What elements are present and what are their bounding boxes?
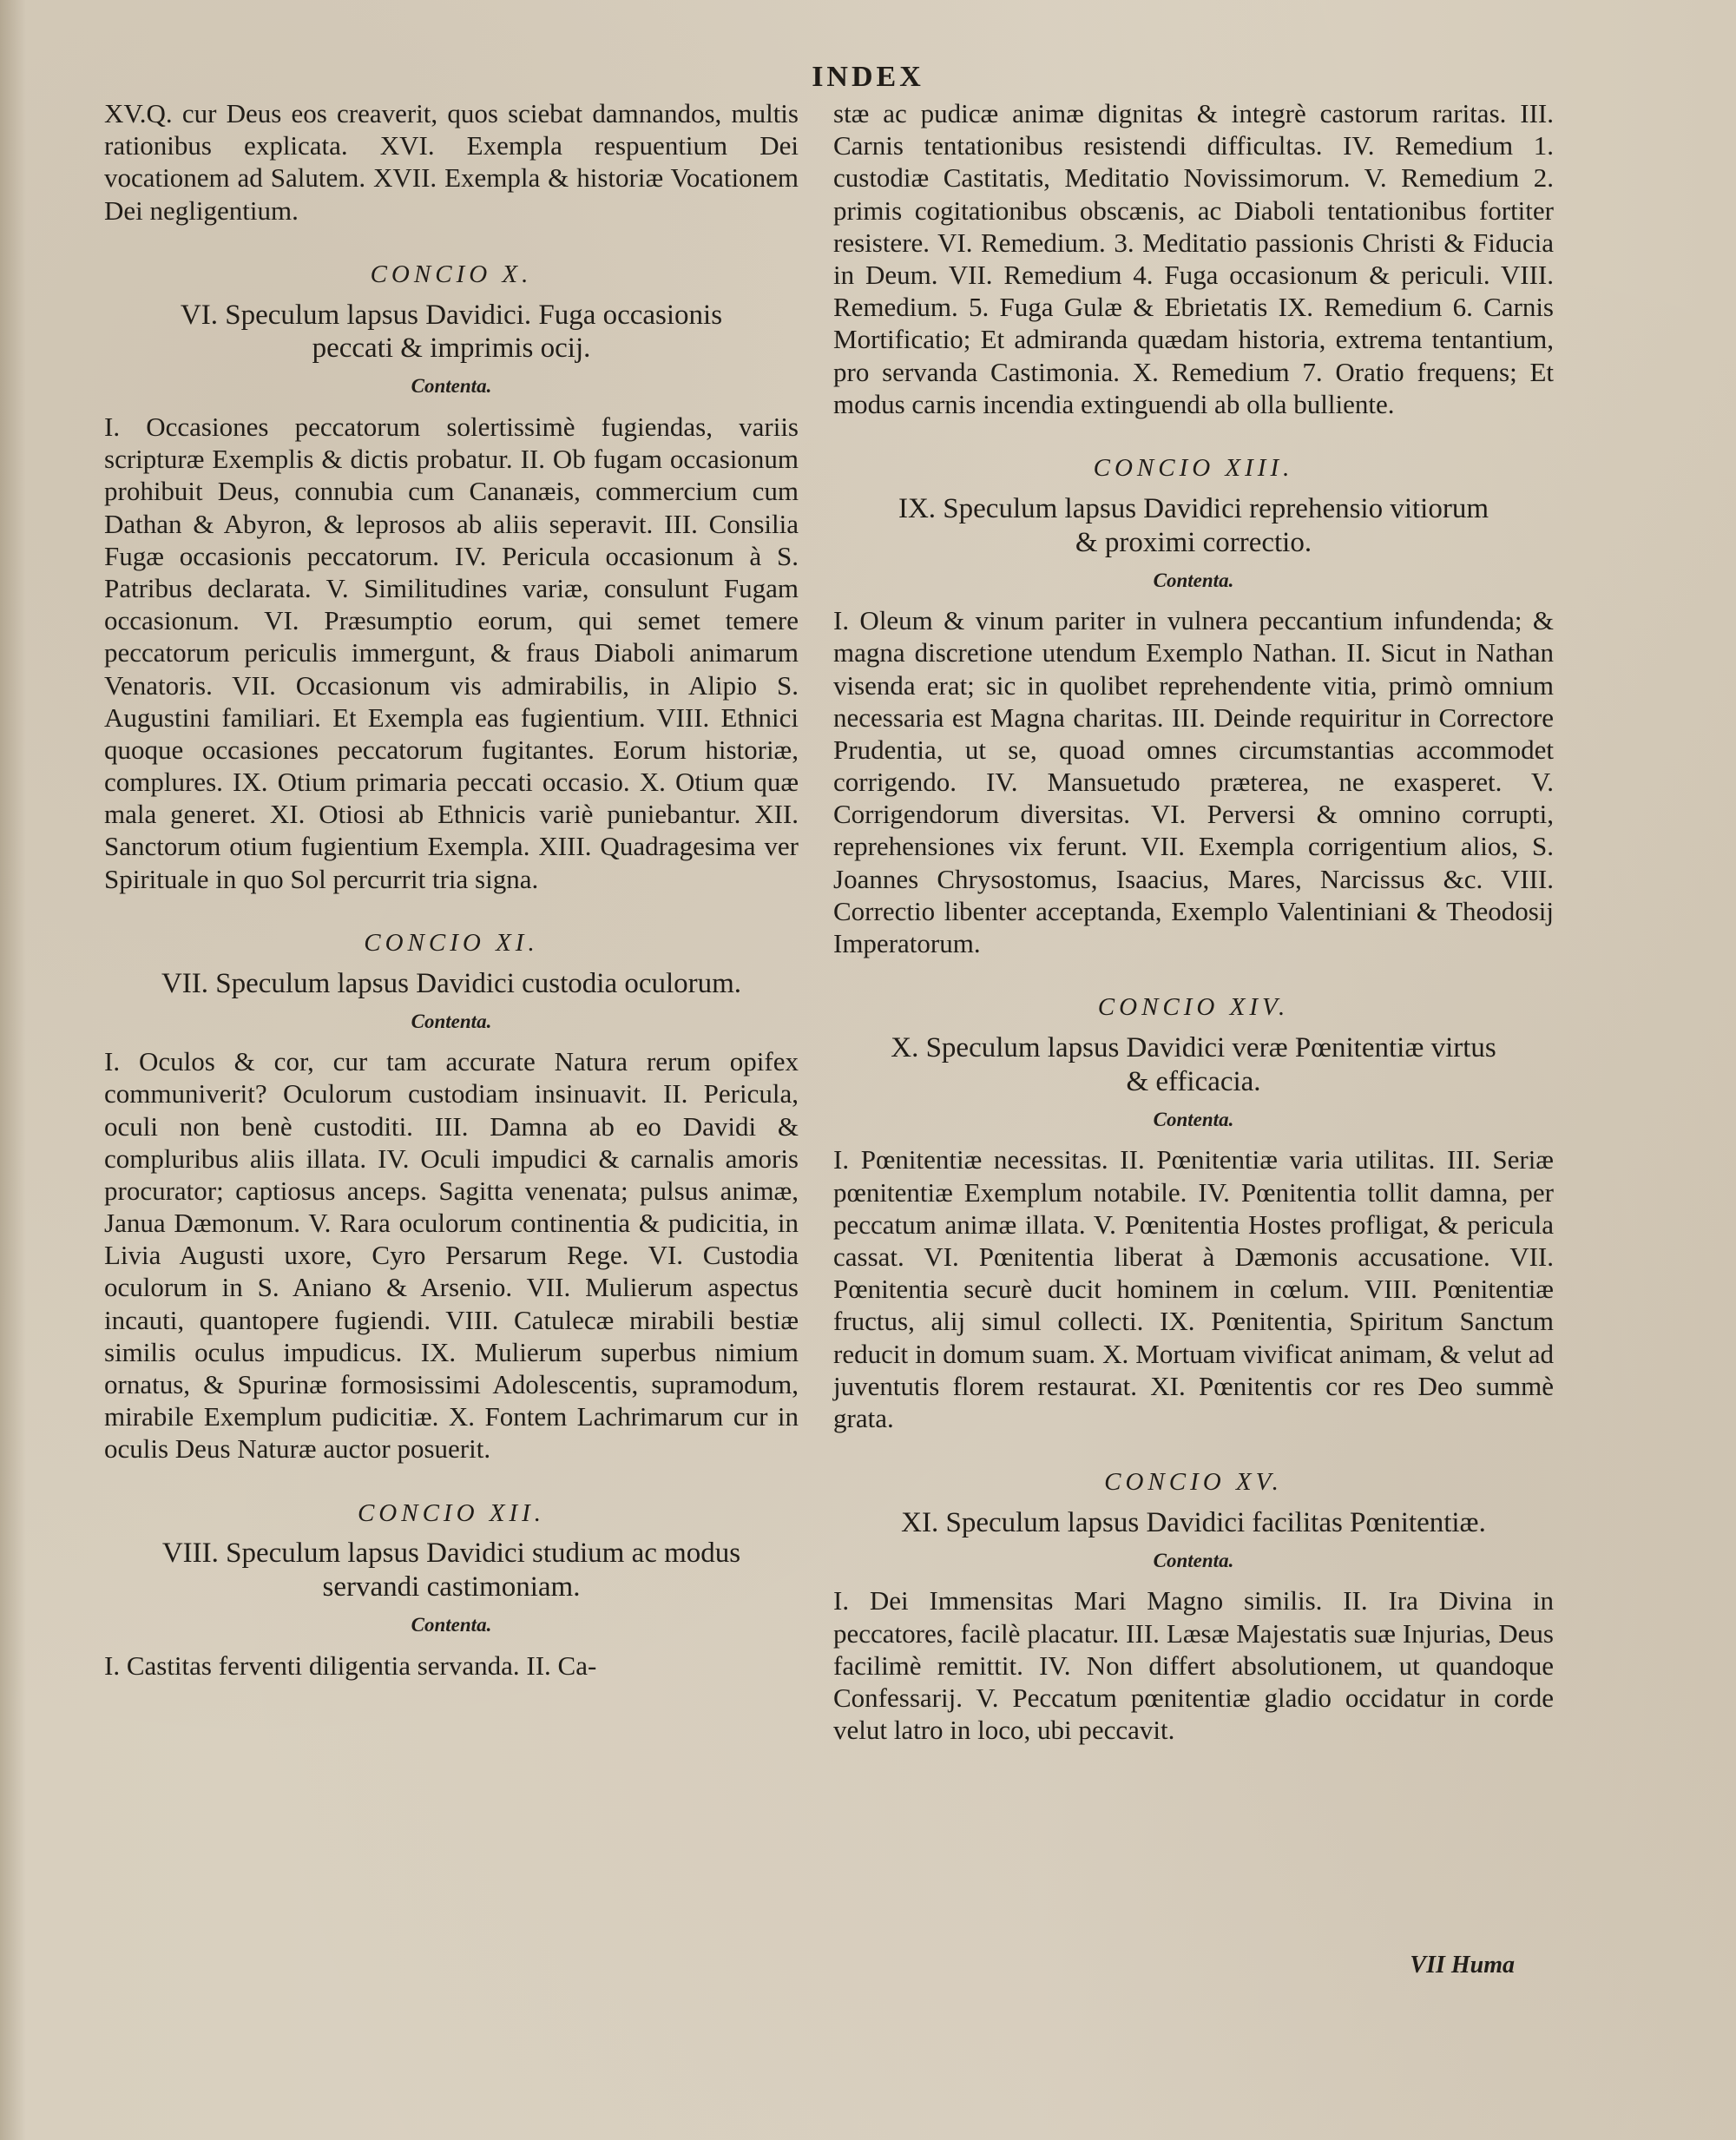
- sermon-contents: I. Oculos & cor, cur tam accurate Natura rerum opifex communiverit? Oculorum custodiam insinuavit. II. Pericula, oculi non benè custoditi. III. Damna ab eo Davidi & compluribus aliis illata. IV. Oculi impudici & carnalis amoris procurator; captiosus anceps. Sagitta venenata; pulsus animæ, Janua Dæmonum. V. Rara oculorum continentia & pudicitia, in Livia Augusti uxore, Cyro Persarum Rege. VI. Custodia oculorum in S. Aniano & Arsenio. VII. Mulierum aspectus incauti, quantopere fugiendi. VIII. Catulecæ mirabili bestiæ similis oculus impudicus. IX. Mulierum superbus nimium ornatus, & Spurinæ formosissimi Adolescentis, supramodum, mirabile Exemplum pudicitiæ. X. Fontem Lachrimarum cur in oculis Deus Naturæ auctor posuerit.: [104, 1046, 799, 1465]
- contenta-label: Contenta.: [411, 1614, 492, 1636]
- intro-paragraph: stæ ac pudicæ animæ dignitas & integrè castorum raritas. III. Carnis tentationibus resistendi difficultas. IV. Remedium 1. custodiæ Castitatis, Meditatio Novissimorum. V. Remedium 2. primis cogitationibus obscænis, ac Diaboli tentationibus fortiter resistere. VI. Remedium. 3. Meditatio passionis Christi & Fiducia in Deum. VII. Remedium 4. Fuga occasionum & periculi. VIII. Remedium. 5. Fuga Gulæ & Ebrietatis IX. Remedium 6. Carnis Mortificatio; Et admiranda quædam historia, extrema tentantium, pro servanda Castimonia. X. Remedium 7. Oratio frequens; Et modus carnis incendia extinguendi ab olla bulliente.: [833, 98, 1554, 419]
- concio-heading: CONCIO XIV.: [1097, 993, 1290, 1022]
- concio-heading: CONCIO X.: [370, 260, 533, 288]
- sermon-contents: I. Occasiones peccatorum solertissimè fugiendas, variis scripturæ Exemplis & dictis probatur. II. Ob fugam occasionum prohibuit Deus, connubia cum Cananæis, commercium cum Dathan & Abyron, & leprosos ab aliis seperavit. III. Consilia Fugæ occasionis peccatorum. IV. Pericula occasionum à S. Patribus declarata. V. Similitudines variæ, consulunt Fugam occasionum. VI. Præsumptio eorum, qui semet temere peccatorum periculis immergunt, & fraus Diaboli animarum Venatoris. VII. Occasionum vis admirabilis, in Alipio S. Augustini familiari. Et Exempla eas fugientium. VIII. Ethnici quoque occasiones peccatorum fugitantes. Eorum historiæ, complures. IX. Otium primaria peccati occasio. X. Otium quæ mala generet. XI. Otiosi ab Ethnicis variè puniebantur. XII. Sanctorum otium fugientium Exempla. XIII. Quadragesima ver Spirituale in quo Sol percurrit tria signa.: [104, 412, 799, 894]
- concio-heading: CONCIO XII.: [357, 1498, 546, 1527]
- contenta-label: Contenta.: [1153, 569, 1234, 591]
- sermon-contents: I. Dei Immensitas Mari Magno similis. II. Ira Divina in peccatores, facilè placatur. III. Læsæ Majestatis suæ Injurias, Deus facilimè remittit. IV. Non differt absolutionem, ut quandoque Confessarij. V. Peccatum pœnitentiæ gladio occidatur in corde velut latro in loco, ubi peccavit.: [833, 1585, 1554, 1746]
- sermon-title: XI. Speculum lapsus Davidici facilitas Pœnitentiæ.: [901, 1506, 1486, 1538]
- concio-heading: CONCIO XV.: [1104, 1468, 1283, 1497]
- contenta-label: Contenta.: [411, 375, 492, 398]
- sermon-contents: I. Castitas ferventi diligentia servanda. II. Ca-: [104, 1649, 597, 1681]
- concio-heading: CONCIO XI.: [364, 928, 539, 957]
- contenta-label: Contenta.: [1153, 1108, 1234, 1130]
- sermon-title: VII. Speculum lapsus Davidici custodia oculorum.: [161, 967, 742, 999]
- sermon-contents: I. Pœnitentiæ necessitas. II. Pœnitentiæ varia utilitas. III. Seriæ pœnitentiæ Exemplum notabile. IV. Pœnitentia tollit damna, per peccatum animæ illata. V. Pœnitentia Hostes profligat, & pericula cassat. VI. Pœnitentia liberat à Dæmonis accusatione. VII. Pœnitentia securè ducit hominem in cœlum. VIII. Pœnitentiæ fructus, alij simul collecti. IX. Pœnitentia, Spiritum Sanctum reducit in domum suam. X. Mortuam vivificat animam, & velut ad juventutis florem restaurat. XI. Pœnitentis cor res Deo summè grata.: [833, 1144, 1554, 1433]
- right-column: [833, 97, 1554, 1746]
- sermon-title: VIII. Speculum lapsus Davidici studium ac modus servandi castimoniam.: [161, 1538, 741, 1603]
- sermon-title: X. Speculum lapsus Davidici veræ Pœnitentiæ virtus & efficacia.: [891, 1032, 1496, 1097]
- sermon-title: VI. Speculum lapsus Davidici. Fuga occasionis peccati & imprimis ocij.: [180, 299, 723, 365]
- sermon-contents: I. Oleum & vinum pariter in vulnera peccantium infundenda; & magna discretione utendum Exemplo Nathan. II. Sicut in Nathan visenda erat; sic in quolibet reprehendente vitia, primò omnium necessaria est Magna charitas. III. Deinde requiritur in Correctore Prudentia, ut se, quoad omnes circumstantias accommodet corrigendo. IV. Mansuetudo præterea, ne exasperet. V. Corrigendorum diversitas. VI. Perversi & omnino corrupti, reprehensiones vix ferunt. VII. Exempla corrigentium alios, S. Joannes Chrysostomus, Isaacius, Mares, Narcissus &c. VIII. Correctio libenter acceptanda, Exemplo Valentiniani & Theodosij Imperatorum.: [833, 605, 1554, 959]
- intro-paragraph: XV.Q. cur Deus eos creaverit, quos sciebat damnandos, multis rationibus explicata. XVI. Exempla respuentium Dei vocationem ad Salutem. XVII. Exempla & historiæ Vocationem Dei negligentium.: [104, 98, 799, 226]
- contenta-label: Contenta.: [411, 1010, 492, 1032]
- contenta-label: Contenta.: [1153, 1549, 1234, 1571]
- sermon-title: IX. Speculum lapsus Davidici reprehensio vitiorum & proximi correctio.: [898, 492, 1489, 558]
- running-head: INDEX: [812, 61, 924, 93]
- left-column: [104, 97, 799, 1682]
- catchword: VII Huma: [1410, 1952, 1515, 1979]
- concio-heading: CONCIO XIII.: [1093, 453, 1294, 482]
